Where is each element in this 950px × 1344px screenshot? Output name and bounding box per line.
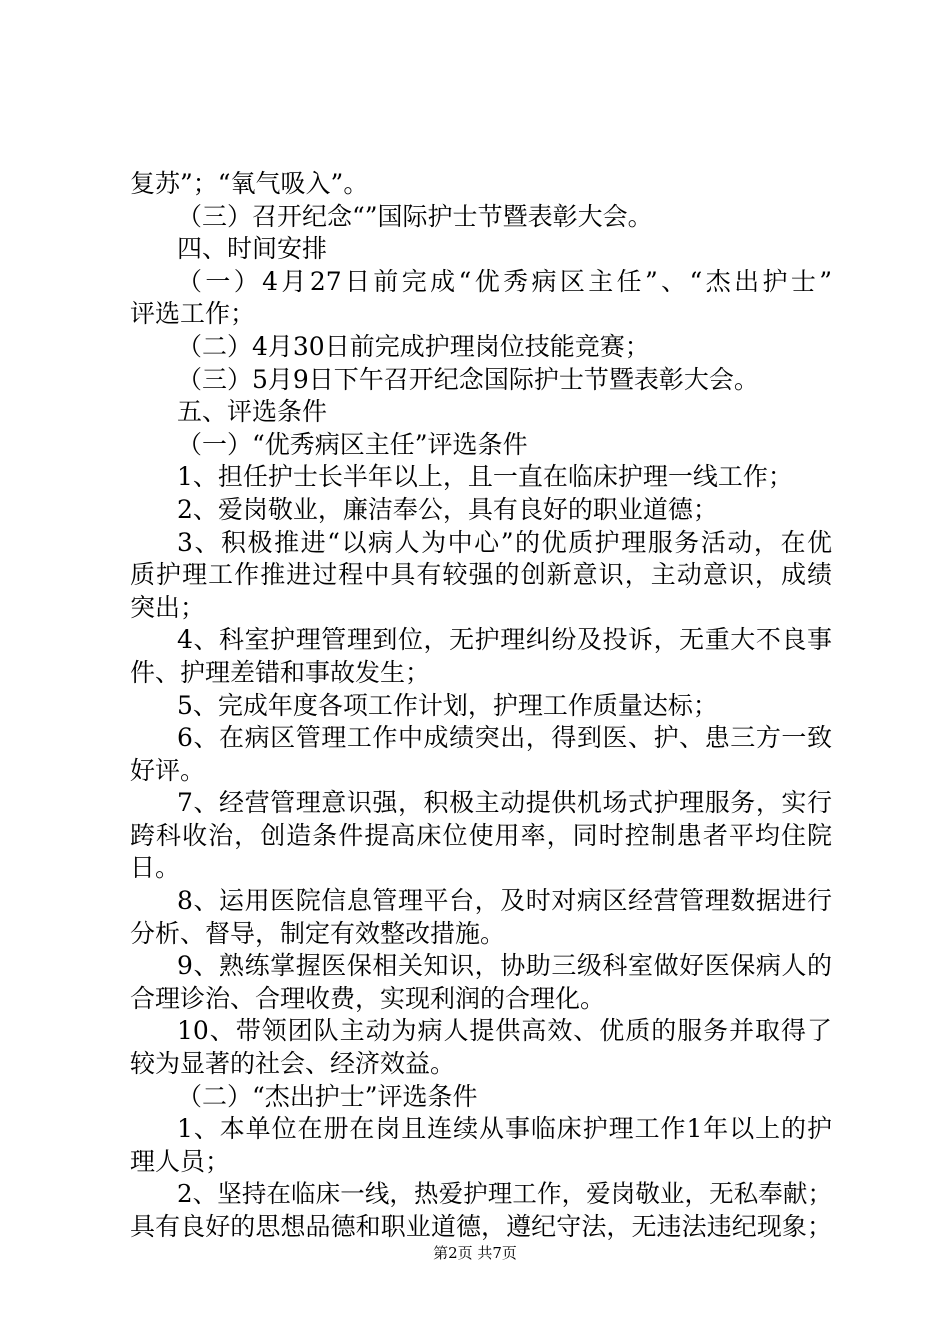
page-footer: 第2页 共7页 [433, 1244, 517, 1262]
text-line: 8、运用医院信息管理平台，及时对病区经营管理数据进行 [177, 886, 832, 916]
text-line: （三）5月9日下午召开纪念国际护士节暨表彰大会。 [177, 364, 759, 394]
text-line: 9、熟练掌握医保相关知识，协助三级科室做好医保病人的 [177, 951, 832, 981]
text-line: 跨科收治，创造条件提高床位使用率，同时控制患者平均住院 [130, 820, 832, 850]
text-line: 7、经营管理意识强，积极主动提供机场式护理服务，实行 [177, 788, 832, 818]
text-line: （二）“杰出护士”评选条件 [177, 1081, 478, 1111]
text-line: 1、本单位在册在岗且连续从事临床护理工作1年以上的护 [177, 1114, 832, 1144]
text-line: 4、科室护理管理到位，无护理纠纷及投诉，无重大不良事 [177, 625, 832, 655]
text-line: 较为显著的社会、经济效益。 [130, 1049, 456, 1079]
text-line: （二）4月30日前完成护理岗位技能竞赛； [177, 331, 650, 361]
text-line: 具有良好的思想品德和职业道德，遵纪守法，无违法违纪现象； [130, 1212, 832, 1241]
document-body [130, 168, 832, 1244]
text-line: （一）4月27日前完成“优秀病区主任”、“杰出护士” [177, 266, 832, 296]
text-line: 理人员； [130, 1146, 231, 1176]
text-line: 2、爱岗敬业，廉洁奉公，具有良好的职业道德； [177, 494, 718, 524]
text-line: 好评。 [130, 755, 206, 785]
text-line: 复苏”；“氧气吸入”。 [130, 169, 369, 198]
text-line: 分析、督导，制定有效整改措施。 [130, 918, 506, 948]
text-line: 2、坚持在临床一线，热爱护理工作，爱岗敬业，无私奉献； [177, 1179, 832, 1209]
text-line: 评选工作； [130, 299, 256, 329]
text-line: 3、积极推进“以病人为中心”的优质护理服务活动，在优 [177, 527, 832, 557]
text-line: （三）召开纪念“”国际护士节暨表彰大会。 [177, 201, 653, 231]
text-line: 四、时间安排 [177, 234, 328, 264]
text-line: 合理诊治、合理收费，实现利润的合理化。 [130, 983, 606, 1013]
text-line: 1、担任护士长半年以上，且一直在临床护理一线工作； [177, 462, 793, 492]
text-line: （一）“优秀病区主任”评选条件 [177, 429, 528, 459]
text-line: 突出； [130, 592, 206, 622]
text-line: 日。 [130, 853, 181, 883]
text-line: 5、完成年度各项工作计划，护理工作质量达标； [177, 690, 718, 720]
text-line: 五、评选条件 [177, 397, 328, 427]
text-line: 质护理工作推进过程中具有较强的创新意识，主动意识，成绩 [130, 560, 832, 590]
text-line: 6、在病区管理工作中成绩突出，得到医、护、患三方一致 [177, 723, 832, 753]
text-line: 10、带领团队主动为病人提供高效、优质的服务并取得了 [177, 1016, 832, 1046]
text-line: 件、护理差错和事故发生； [130, 657, 431, 687]
